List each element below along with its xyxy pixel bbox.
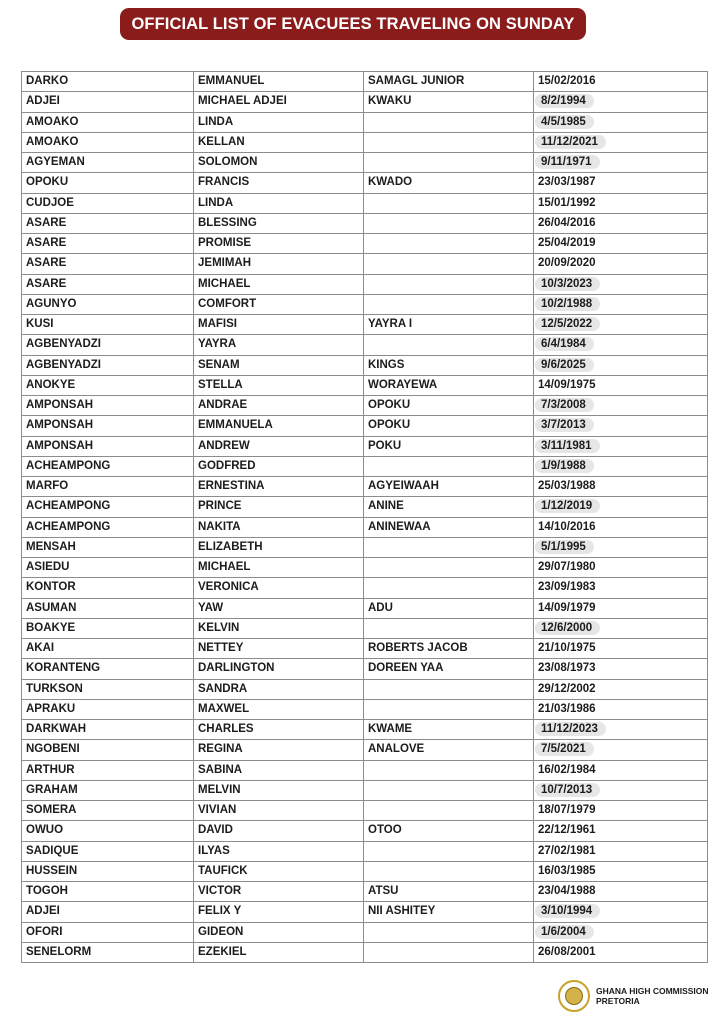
surname-cell: AGUNYO xyxy=(22,294,194,314)
date-of-birth-cell xyxy=(534,294,708,314)
date-of-birth-cell: 14/09/1979 xyxy=(534,598,708,618)
date-value: 4/5/1985 xyxy=(535,115,594,129)
table-row xyxy=(22,477,708,497)
table-row xyxy=(22,922,708,942)
other-name-cell: WORAYEWA xyxy=(364,375,534,395)
first-name-cell: MAXWEL xyxy=(194,699,364,719)
table-row xyxy=(22,780,708,800)
date-of-birth-cell: 26/04/2016 xyxy=(534,213,708,233)
surname-cell: AGBENYADZI xyxy=(22,335,194,355)
first-name-cell: VICTOR xyxy=(194,882,364,902)
first-name-cell: KELVIN xyxy=(194,618,364,638)
surname-cell: ANOKYE xyxy=(22,375,194,395)
table-row xyxy=(22,679,708,699)
first-name-cell: SANDRA xyxy=(194,679,364,699)
first-name-cell: ILYAS xyxy=(194,841,364,861)
footer-text xyxy=(596,986,709,1006)
surname-cell: GRAHAM xyxy=(22,780,194,800)
date-of-birth-cell xyxy=(534,537,708,557)
other-name-cell: POKU xyxy=(364,436,534,456)
other-name-cell xyxy=(364,760,534,780)
date-of-birth-cell: 29/07/1980 xyxy=(534,558,708,578)
first-name-cell: EZEKIEL xyxy=(194,942,364,962)
date-of-birth-cell: 25/03/1988 xyxy=(534,477,708,497)
first-name-cell: VIVIAN xyxy=(194,801,364,821)
other-name-cell: OTOO xyxy=(364,821,534,841)
footer-line-1: GHANA HIGH COMMISSION xyxy=(596,986,709,996)
table-row xyxy=(22,315,708,335)
other-name-cell xyxy=(364,274,534,294)
date-value: 9/11/1971 xyxy=(535,155,600,169)
date-of-birth-cell xyxy=(534,315,708,335)
other-name-cell xyxy=(364,861,534,881)
surname-cell: OPOKU xyxy=(22,173,194,193)
surname-cell: CUDJOE xyxy=(22,193,194,213)
first-name-cell: LINDA xyxy=(194,112,364,132)
date-of-birth-cell: 23/09/1983 xyxy=(534,578,708,598)
table-row xyxy=(22,112,708,132)
surname-cell: ASARE xyxy=(22,254,194,274)
first-name-cell: YAYRA xyxy=(194,335,364,355)
surname-cell: AMPONSAH xyxy=(22,396,194,416)
table-row xyxy=(22,355,708,375)
first-name-cell: YAW xyxy=(194,598,364,618)
other-name-cell xyxy=(364,578,534,598)
date-of-birth-cell xyxy=(534,456,708,476)
first-name-cell: GIDEON xyxy=(194,922,364,942)
first-name-cell: MICHAEL xyxy=(194,274,364,294)
date-of-birth-cell xyxy=(534,922,708,942)
date-of-birth-cell: 18/07/1979 xyxy=(534,801,708,821)
other-name-cell xyxy=(364,618,534,638)
surname-cell: ASARE xyxy=(22,213,194,233)
other-name-cell xyxy=(364,537,534,557)
table-row xyxy=(22,659,708,679)
date-of-birth-cell: 23/04/1988 xyxy=(534,882,708,902)
other-name-cell: KWADO xyxy=(364,173,534,193)
surname-cell: ASUMAN xyxy=(22,598,194,618)
date-of-birth-cell: 26/08/2001 xyxy=(534,942,708,962)
first-name-cell: CHARLES xyxy=(194,720,364,740)
date-value: 7/5/2021 xyxy=(535,742,594,756)
date-value: 10/2/1988 xyxy=(535,297,600,311)
date-of-birth-cell xyxy=(534,355,708,375)
table-row xyxy=(22,193,708,213)
table-row xyxy=(22,740,708,760)
table-row xyxy=(22,558,708,578)
surname-cell: ACHEAMPONG xyxy=(22,456,194,476)
surname-cell: MENSAH xyxy=(22,537,194,557)
table-row xyxy=(22,72,708,92)
date-value: 3/7/2013 xyxy=(535,418,594,432)
surname-cell: AMPONSAH xyxy=(22,416,194,436)
first-name-cell: SABINA xyxy=(194,760,364,780)
other-name-cell: OPOKU xyxy=(364,416,534,436)
surname-cell: ASARE xyxy=(22,234,194,254)
other-name-cell: ADU xyxy=(364,598,534,618)
date-value: 5/1/1995 xyxy=(535,540,594,554)
table-row xyxy=(22,274,708,294)
surname-cell: DARKO xyxy=(22,72,194,92)
other-name-cell: ANALOVE xyxy=(364,740,534,760)
surname-cell: SOMERA xyxy=(22,801,194,821)
surname-cell: ARTHUR xyxy=(22,760,194,780)
table-row xyxy=(22,902,708,922)
footer-line-2: PRETORIA xyxy=(596,996,640,1006)
first-name-cell: ELIZABETH xyxy=(194,537,364,557)
surname-cell: KORANTENG xyxy=(22,659,194,679)
table-row xyxy=(22,254,708,274)
date-of-birth-cell xyxy=(534,112,708,132)
date-of-birth-cell xyxy=(534,740,708,760)
first-name-cell: JEMIMAH xyxy=(194,254,364,274)
table-row xyxy=(22,92,708,112)
table-row xyxy=(22,801,708,821)
other-name-cell: ANINE xyxy=(364,497,534,517)
date-of-birth-cell: 23/08/1973 xyxy=(534,659,708,679)
surname-cell: BOAKYE xyxy=(22,618,194,638)
other-name-cell: YAYRA I xyxy=(364,315,534,335)
surname-cell: ADJEI xyxy=(22,902,194,922)
date-of-birth-cell xyxy=(534,416,708,436)
date-of-birth-cell xyxy=(534,902,708,922)
date-value: 12/5/2022 xyxy=(535,317,600,331)
table-row xyxy=(22,882,708,902)
other-name-cell xyxy=(364,335,534,355)
first-name-cell: LINDA xyxy=(194,193,364,213)
first-name-cell: FRANCIS xyxy=(194,173,364,193)
date-value: 11/12/2021 xyxy=(535,135,606,149)
other-name-cell: ATSU xyxy=(364,882,534,902)
table-row xyxy=(22,841,708,861)
first-name-cell: SENAM xyxy=(194,355,364,375)
surname-cell: AMOAKO xyxy=(22,132,194,152)
other-name-cell xyxy=(364,254,534,274)
table-row xyxy=(22,416,708,436)
date-of-birth-cell: 14/10/2016 xyxy=(534,517,708,537)
surname-cell: TURKSON xyxy=(22,679,194,699)
first-name-cell: COMFORT xyxy=(194,294,364,314)
first-name-cell: STELLA xyxy=(194,375,364,395)
surname-cell: MARFO xyxy=(22,477,194,497)
date-of-birth-cell: 14/09/1975 xyxy=(534,375,708,395)
footer-logo xyxy=(558,978,709,1014)
date-of-birth-cell: 16/02/1984 xyxy=(534,760,708,780)
other-name-cell: NII ASHITEY xyxy=(364,902,534,922)
table-row xyxy=(22,497,708,517)
surname-cell: HUSSEIN xyxy=(22,861,194,881)
surname-cell: KUSI xyxy=(22,315,194,335)
surname-cell: ADJEI xyxy=(22,92,194,112)
date-of-birth-cell xyxy=(534,396,708,416)
table-row xyxy=(22,517,708,537)
first-name-cell: GODFRED xyxy=(194,456,364,476)
first-name-cell: ERNESTINA xyxy=(194,477,364,497)
table-row xyxy=(22,132,708,152)
other-name-cell xyxy=(364,234,534,254)
other-name-cell xyxy=(364,112,534,132)
table-row xyxy=(22,699,708,719)
surname-cell: AMPONSAH xyxy=(22,436,194,456)
first-name-cell: MICHAEL ADJEI xyxy=(194,92,364,112)
page-title: OFFICIAL LIST OF EVACUEES TRAVELING ON SUNDAY xyxy=(120,8,586,40)
date-value: 8/2/1994 xyxy=(535,94,594,108)
first-name-cell: TAUFICK xyxy=(194,861,364,881)
date-value: 10/7/2013 xyxy=(535,783,600,797)
first-name-cell: ANDRAE xyxy=(194,396,364,416)
first-name-cell: NAKITA xyxy=(194,517,364,537)
coat-of-arms-icon xyxy=(558,980,590,1012)
surname-cell: OWUO xyxy=(22,821,194,841)
surname-cell: ACHEAMPONG xyxy=(22,497,194,517)
other-name-cell xyxy=(364,801,534,821)
other-name-cell: SAMAGL JUNIOR xyxy=(364,72,534,92)
table-row xyxy=(22,436,708,456)
table-row xyxy=(22,720,708,740)
surname-cell: AGYEMAN xyxy=(22,153,194,173)
surname-cell: NGOBENI xyxy=(22,740,194,760)
table-row xyxy=(22,375,708,395)
first-name-cell: REGINA xyxy=(194,740,364,760)
table-row xyxy=(22,173,708,193)
table-row xyxy=(22,456,708,476)
date-of-birth-cell xyxy=(534,436,708,456)
first-name-cell: SOLOMON xyxy=(194,153,364,173)
surname-cell: AMOAKO xyxy=(22,112,194,132)
date-value: 6/4/1984 xyxy=(535,337,594,351)
other-name-cell: KWAKU xyxy=(364,92,534,112)
first-name-cell: BLESSING xyxy=(194,213,364,233)
other-name-cell xyxy=(364,679,534,699)
evacuee-table xyxy=(21,71,708,963)
other-name-cell xyxy=(364,294,534,314)
date-of-birth-cell xyxy=(534,335,708,355)
surname-cell: SADIQUE xyxy=(22,841,194,861)
other-name-cell xyxy=(364,193,534,213)
date-value: 1/9/1988 xyxy=(535,459,594,473)
other-name-cell xyxy=(364,942,534,962)
other-name-cell: KINGS xyxy=(364,355,534,375)
other-name-cell xyxy=(364,213,534,233)
other-name-cell xyxy=(364,780,534,800)
date-value: 11/12/2023 xyxy=(535,722,606,736)
table-row xyxy=(22,861,708,881)
table-row xyxy=(22,537,708,557)
date-value: 3/11/1981 xyxy=(535,439,600,453)
surname-cell: KONTOR xyxy=(22,578,194,598)
date-of-birth-cell: 21/03/1986 xyxy=(534,699,708,719)
first-name-cell: DAVID xyxy=(194,821,364,841)
first-name-cell: VERONICA xyxy=(194,578,364,598)
first-name-cell: NETTEY xyxy=(194,639,364,659)
first-name-cell: ANDREW xyxy=(194,436,364,456)
other-name-cell xyxy=(364,153,534,173)
table-row xyxy=(22,598,708,618)
surname-cell: DARKWAH xyxy=(22,720,194,740)
date-value: 12/6/2000 xyxy=(535,621,600,635)
surname-cell: OFORI xyxy=(22,922,194,942)
date-value: 3/10/1994 xyxy=(535,904,600,918)
other-name-cell: ANINEWAA xyxy=(364,517,534,537)
date-of-birth-cell: 15/02/2016 xyxy=(534,72,708,92)
date-value: 1/12/2019 xyxy=(535,499,600,513)
table-row xyxy=(22,294,708,314)
date-value: 9/6/2025 xyxy=(535,358,594,372)
date-of-birth-cell: 27/02/1981 xyxy=(534,841,708,861)
other-name-cell xyxy=(364,699,534,719)
table-row xyxy=(22,578,708,598)
first-name-cell: PRINCE xyxy=(194,497,364,517)
date-of-birth-cell: 22/12/1961 xyxy=(534,821,708,841)
surname-cell: SENELORM xyxy=(22,942,194,962)
table-row xyxy=(22,335,708,355)
table-row xyxy=(22,618,708,638)
first-name-cell: DARLINGTON xyxy=(194,659,364,679)
table-row xyxy=(22,153,708,173)
other-name-cell: AGYEIWAAH xyxy=(364,477,534,497)
other-name-cell: OPOKU xyxy=(364,396,534,416)
date-value: 7/3/2008 xyxy=(535,398,594,412)
other-name-cell: ROBERTS JACOB xyxy=(364,639,534,659)
table-row xyxy=(22,942,708,962)
surname-cell: ACHEAMPONG xyxy=(22,517,194,537)
date-of-birth-cell xyxy=(534,780,708,800)
other-name-cell: KWAME xyxy=(364,720,534,740)
surname-cell: AKAI xyxy=(22,639,194,659)
date-of-birth-cell xyxy=(534,618,708,638)
date-of-birth-cell: 20/09/2020 xyxy=(534,254,708,274)
first-name-cell: EMMANUEL xyxy=(194,72,364,92)
date-of-birth-cell: 25/04/2019 xyxy=(534,234,708,254)
surname-cell: AGBENYADZI xyxy=(22,355,194,375)
other-name-cell xyxy=(364,841,534,861)
first-name-cell: FELIX Y xyxy=(194,902,364,922)
other-name-cell xyxy=(364,456,534,476)
other-name-cell xyxy=(364,558,534,578)
date-of-birth-cell xyxy=(534,720,708,740)
table-row xyxy=(22,760,708,780)
date-of-birth-cell: 29/12/2002 xyxy=(534,679,708,699)
first-name-cell: KELLAN xyxy=(194,132,364,152)
surname-cell: APRAKU xyxy=(22,699,194,719)
other-name-cell xyxy=(364,922,534,942)
surname-cell: ASARE xyxy=(22,274,194,294)
date-of-birth-cell xyxy=(534,274,708,294)
table-row xyxy=(22,639,708,659)
date-of-birth-cell xyxy=(534,153,708,173)
table-row xyxy=(22,396,708,416)
other-name-cell: DOREEN YAA xyxy=(364,659,534,679)
date-of-birth-cell: 16/03/1985 xyxy=(534,861,708,881)
date-value: 10/3/2023 xyxy=(535,277,600,291)
date-of-birth-cell: 15/01/1992 xyxy=(534,193,708,213)
date-value: 1/6/2004 xyxy=(535,925,594,939)
first-name-cell: MELVIN xyxy=(194,780,364,800)
surname-cell: ASIEDU xyxy=(22,558,194,578)
table-row xyxy=(22,213,708,233)
table-row xyxy=(22,234,708,254)
date-of-birth-cell: 21/10/1975 xyxy=(534,639,708,659)
date-of-birth-cell xyxy=(534,92,708,112)
first-name-cell: MAFISI xyxy=(194,315,364,335)
table-row xyxy=(22,821,708,841)
other-name-cell xyxy=(364,132,534,152)
date-of-birth-cell xyxy=(534,132,708,152)
surname-cell: TOGOH xyxy=(22,882,194,902)
first-name-cell: PROMISE xyxy=(194,234,364,254)
first-name-cell: MICHAEL xyxy=(194,558,364,578)
first-name-cell: EMMANUELA xyxy=(194,416,364,436)
date-of-birth-cell xyxy=(534,497,708,517)
date-of-birth-cell: 23/03/1987 xyxy=(534,173,708,193)
